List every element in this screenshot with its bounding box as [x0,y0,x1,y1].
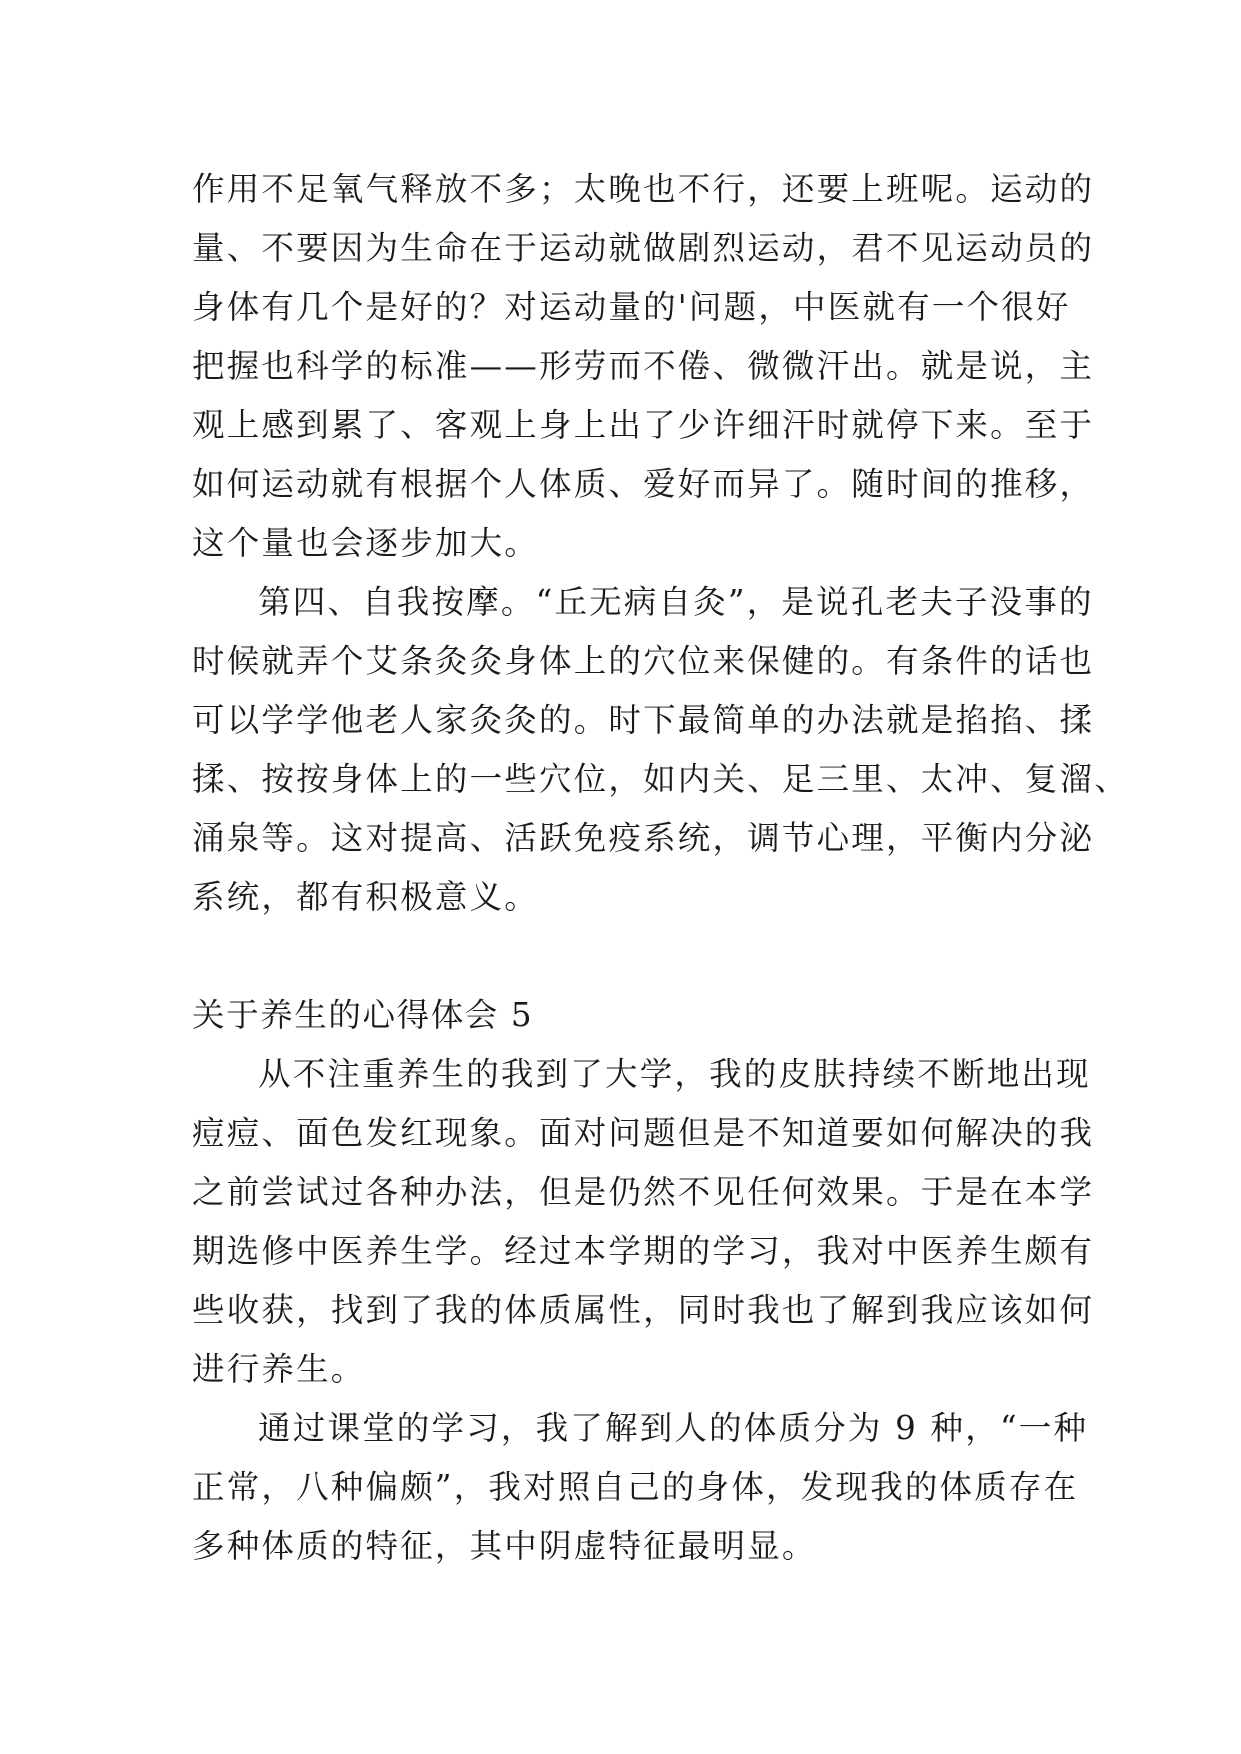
text-line: 作用不足氧气释放不多；太晚也不行，还要上班呢。运动的 [192,170,1095,208]
text-line: 通过课堂的学习，我了解到人的体质分为 9 种，“一种 [258,1409,1089,1447]
text-line: 正常，八种偏颇”，我对照自己的身体，发现我的体质存在 [192,1468,1079,1506]
paragraph-massage [192,573,1129,927]
text-line: 第四、自我按摩。“丘无病自灸”，是说孔老夫子没事的 [258,583,1094,621]
text-line: 观上感到累了、客观上身上出了少许细汗时就停下来。至于 [192,406,1095,444]
text-line: 把握也科学的标准——形劳而不倦、微微汗出。就是说，主 [192,347,1095,385]
text-line: 量、不要因为生命在于运动就做剧烈运动，君不见运动员的 [192,229,1095,267]
text-line: 身体有几个是好的？对运动量的'问题，中医就有一个很好 [192,288,1071,326]
text-line: 从不注重养生的我到了大学，我的皮肤持续不断地出现 [258,1055,1091,1093]
text-line: 时候就弄个艾条灸灸身体上的穴位来保健的。有条件的话也 [192,642,1095,680]
paragraph-exercise [192,160,1095,573]
text-line: 期选修中医养生学。经过本学期的学习，我对中医养生颇有 [192,1232,1095,1270]
paragraph-gap [192,927,1050,986]
text-line: 痘痘、面色发红现象。面对问题但是不知道要如何解决的我 [192,1114,1095,1152]
text-line: 如何运动就有根据个人体质、爱好而异了。随时间的推移， [192,465,1095,503]
text-line: 进行养生。 [192,1350,366,1388]
text-line: 可以学学他老人家灸灸的。时下最简单的办法就是掐掐、揉 [192,701,1095,739]
section-heading: 关于养生的心得体会 5 [192,996,534,1034]
paragraph-intro [192,1045,1095,1399]
text-line: 些收获，找到了我的体质属性，同时我也了解到我应该如何 [192,1291,1095,1329]
text-line: 系统，都有积极意义。 [192,878,540,916]
text-line: 这个量也会逐步加大。 [192,524,540,562]
text-line: 多种体质的特征，其中阴虚特征最明显。 [192,1527,817,1565]
document-body [192,160,1129,1576]
text-line: 揉、按按身体上的一些穴位，如内关、足三里、太冲、复溜、 [192,760,1129,798]
text-line: 涌泉等。这对提高、活跃免疫系统，调节心理，平衡内分泌 [192,819,1095,857]
text-line: 之前尝试过各种办法，但是仍然不见任何效果。于是在本学 [192,1173,1095,1211]
paragraph-constitution [192,1399,1089,1576]
